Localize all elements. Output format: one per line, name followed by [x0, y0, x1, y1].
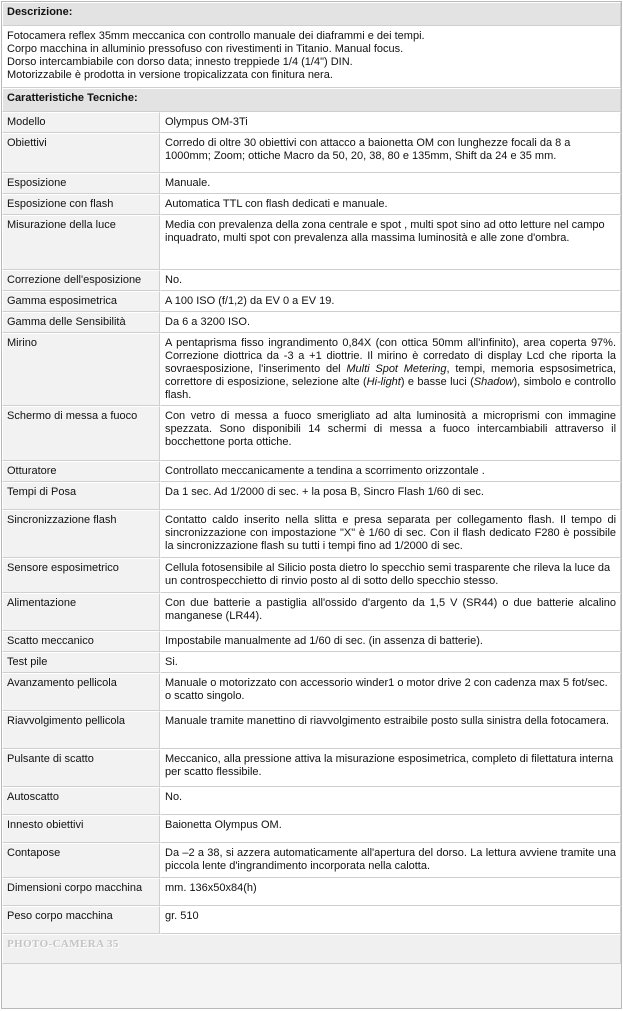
spec-sheet	[1, 1, 622, 1009]
watermark-text: PHOTO-CAMERA 35	[7, 938, 119, 950]
spec-value: gr. 510	[160, 906, 621, 934]
spec-value: Da 6 a 3200 ISO.	[160, 312, 621, 333]
spec-value: A 100 ISO (f/1,2) da EV 0 a EV 19.	[160, 291, 621, 312]
spec-label: Alimentazione	[2, 593, 160, 631]
spec-label: Sensore esposimetrico	[2, 558, 160, 593]
description-line: Motorizzabile è prodotta in versione tropicalizzata con finitura nera.	[7, 69, 333, 81]
spec-value: No.	[160, 270, 621, 291]
spec-row	[2, 749, 621, 787]
spec-value: Con vetro di messa a fuoco smerigliato ad alta luminosità a microprismi con immagine spezzata. Sono disponibili 14 schermi di messa a fuoco intercambiabili attraverso il bocchettone porta ottiche.	[160, 406, 621, 461]
spec-value-emphasis: Shadow	[473, 376, 514, 388]
spec-row	[2, 215, 621, 270]
spec-value: Automatica TTL con flash dedicati e manuale.	[160, 194, 621, 215]
spec-value-text: ), simbolo e controllo flash.	[165, 376, 616, 401]
spec-row	[2, 482, 621, 510]
specs-heading-row	[2, 88, 621, 112]
spec-row	[2, 510, 621, 558]
spec-table	[2, 2, 621, 964]
spec-label: Modello	[2, 112, 160, 133]
spec-value: Impostabile manualmente ad 1/60 di sec. (in assenza di batterie).	[160, 631, 621, 652]
spec-row	[2, 787, 621, 815]
footer-cell	[2, 934, 621, 964]
spec-value: Si.	[160, 652, 621, 673]
spec-value: mm. 136x50x84(h)	[160, 878, 621, 906]
spec-row	[2, 270, 621, 291]
spec-row	[2, 673, 621, 711]
spec-value: No.	[160, 787, 621, 815]
spec-row	[2, 843, 621, 878]
footer-row	[2, 934, 621, 964]
spec-value: Corredo di oltre 30 obiettivi con attacco a baionetta OM con lunghezze focali da 8 a 1000mm; Zoom; ottiche Macro da 50, 20, 38, 80 e 135mm, Shift da 24 e 35 mm.	[160, 133, 621, 173]
spec-label: Innesto obiettivi	[2, 815, 160, 843]
spec-value-text: , tempi, memoria espsosimetrica, correttore di esposizione, selezione alte (	[165, 363, 617, 388]
spec-value: Da 1 sec. Ad 1/2000 di sec. + la posa B, Sincro Flash 1/60 di sec.	[160, 482, 621, 510]
spec-value: Controllato meccanicamente a tendina a scorrimento orizzontale .	[160, 461, 621, 482]
spec-row	[2, 312, 621, 333]
spec-value: Manuale.	[160, 173, 621, 194]
description-row	[2, 26, 621, 88]
spec-row	[2, 878, 621, 906]
spec-label: Obiettivi	[2, 133, 160, 173]
spec-row	[2, 112, 621, 133]
spec-label: Tempi di Posa	[2, 482, 160, 510]
spec-label: Esposizione con flash	[2, 194, 160, 215]
spec-value: Manuale tramite manettino di riavvolgimento estraibile posto sulla sinistra della fotocamera.	[160, 711, 621, 749]
specs-heading: Caratteristiche Tecniche:	[2, 88, 621, 112]
spec-label: Dimensioni corpo macchina	[2, 878, 160, 906]
spec-row	[2, 133, 621, 173]
spec-value-emphasis: Hi-light	[366, 376, 401, 388]
spec-value-text: A pentaprisma fisso ingrandimento 0,84X (con ottica 50mm all'infinito), area coperta 97%. Correzione diottrica da -3 a +1 diottrie. Il mirino è corredato di display Lcd che riporta la sovraesposizione, l'inserimento del	[165, 337, 617, 375]
spec-value: Media con prevalenza della zona centrale e spot , multi spot sino ad otto letture nel campo inquadrato, multi spot con prevalenza alla massima luminosità e alle zone d'ombra.	[160, 215, 621, 270]
description-line: Dorso intercambiabile con dorso data; innesto treppiede 1/4 (1/4") DIN.	[7, 56, 353, 68]
spec-row	[2, 173, 621, 194]
spec-value: Meccanico, alla pressione attiva la misurazione esposimetrica, completo di filettatura interna per scatto flessibile.	[160, 749, 621, 787]
spec-label: Schermo di messa a fuoco	[2, 406, 160, 461]
spec-row	[2, 815, 621, 843]
spec-label: Correzione dell'esposizione	[2, 270, 160, 291]
description-line: Corpo macchina in alluminio pressofuso con rivestimenti in Titanio. Manual focus.	[7, 43, 404, 55]
spec-row	[2, 558, 621, 593]
spec-label: Riavvolgimento pellicola	[2, 711, 160, 749]
spec-row	[2, 652, 621, 673]
spec-value-text: ) e basse luci (	[400, 376, 474, 388]
description-text	[2, 26, 621, 88]
spec-row	[2, 711, 621, 749]
spec-value: Olympus OM-3Ti	[160, 112, 621, 133]
spec-label: Otturatore	[2, 461, 160, 482]
spec-label: Mirino	[2, 333, 160, 406]
spec-label: Contapose	[2, 843, 160, 878]
spec-label: Gamma esposimetrica	[2, 291, 160, 312]
spec-label: Pulsante di scatto	[2, 749, 160, 787]
spec-value: Contatto caldo inserito nella slitta e presa separata per collegamento flash. Il tempo di sincronizzazione con impostazione "X" è 1/60 di sec. Con il flash dedicato F280 è possibile la sincronizzazione flash su tutti i tempi fino ad 1/2000 di sec.	[160, 510, 621, 558]
spec-row	[2, 406, 621, 461]
spec-row	[2, 593, 621, 631]
description-heading: Descrizione:	[2, 2, 621, 26]
spec-label: Sincronizzazione flash	[2, 510, 160, 558]
spec-row	[2, 333, 621, 406]
spec-value	[160, 333, 621, 406]
spec-label: Test pile	[2, 652, 160, 673]
description-heading-row	[2, 2, 621, 26]
spec-value: Manuale o motorizzato con accessorio winder1 o motor drive 2 con cadenza max 5 fot/sec. o scatto singolo.	[160, 673, 621, 711]
spec-label: Esposizione	[2, 173, 160, 194]
spec-row	[2, 631, 621, 652]
spec-row	[2, 194, 621, 215]
spec-row	[2, 461, 621, 482]
spec-value: Cellula fotosensibile al Silicio posta dietro lo specchio semi trasparente che rileva la luce da un controspecchietto di rinvio posto al di sotto dello specchio stesso.	[160, 558, 621, 593]
spec-label: Gamma delle Sensibilità	[2, 312, 160, 333]
spec-label: Avanzamento pellicola	[2, 673, 160, 711]
spec-row	[2, 906, 621, 934]
spec-label: Autoscatto	[2, 787, 160, 815]
spec-value: Da –2 a 38, si azzera automaticamente all'apertura del dorso. La lettura avviene tramite una piccola lente d'ingrandimento incorporata nella calotta.	[160, 843, 621, 878]
spec-label: Scatto meccanico	[2, 631, 160, 652]
description-line: Fotocamera reflex 35mm meccanica con controllo manuale dei diaframmi e dei tempi.	[7, 30, 425, 42]
spec-value: Con due batterie a pastiglia all'ossido d'argento da 1,5 V (SR44) o due batterie alcalino manganese (LR44).	[160, 593, 621, 631]
spec-value: Baionetta Olympus OM.	[160, 815, 621, 843]
spec-label: Peso corpo macchina	[2, 906, 160, 934]
spec-label: Misurazione della luce	[2, 215, 160, 270]
spec-value-emphasis: Multi Spot Metering	[346, 363, 447, 375]
spec-row	[2, 291, 621, 312]
